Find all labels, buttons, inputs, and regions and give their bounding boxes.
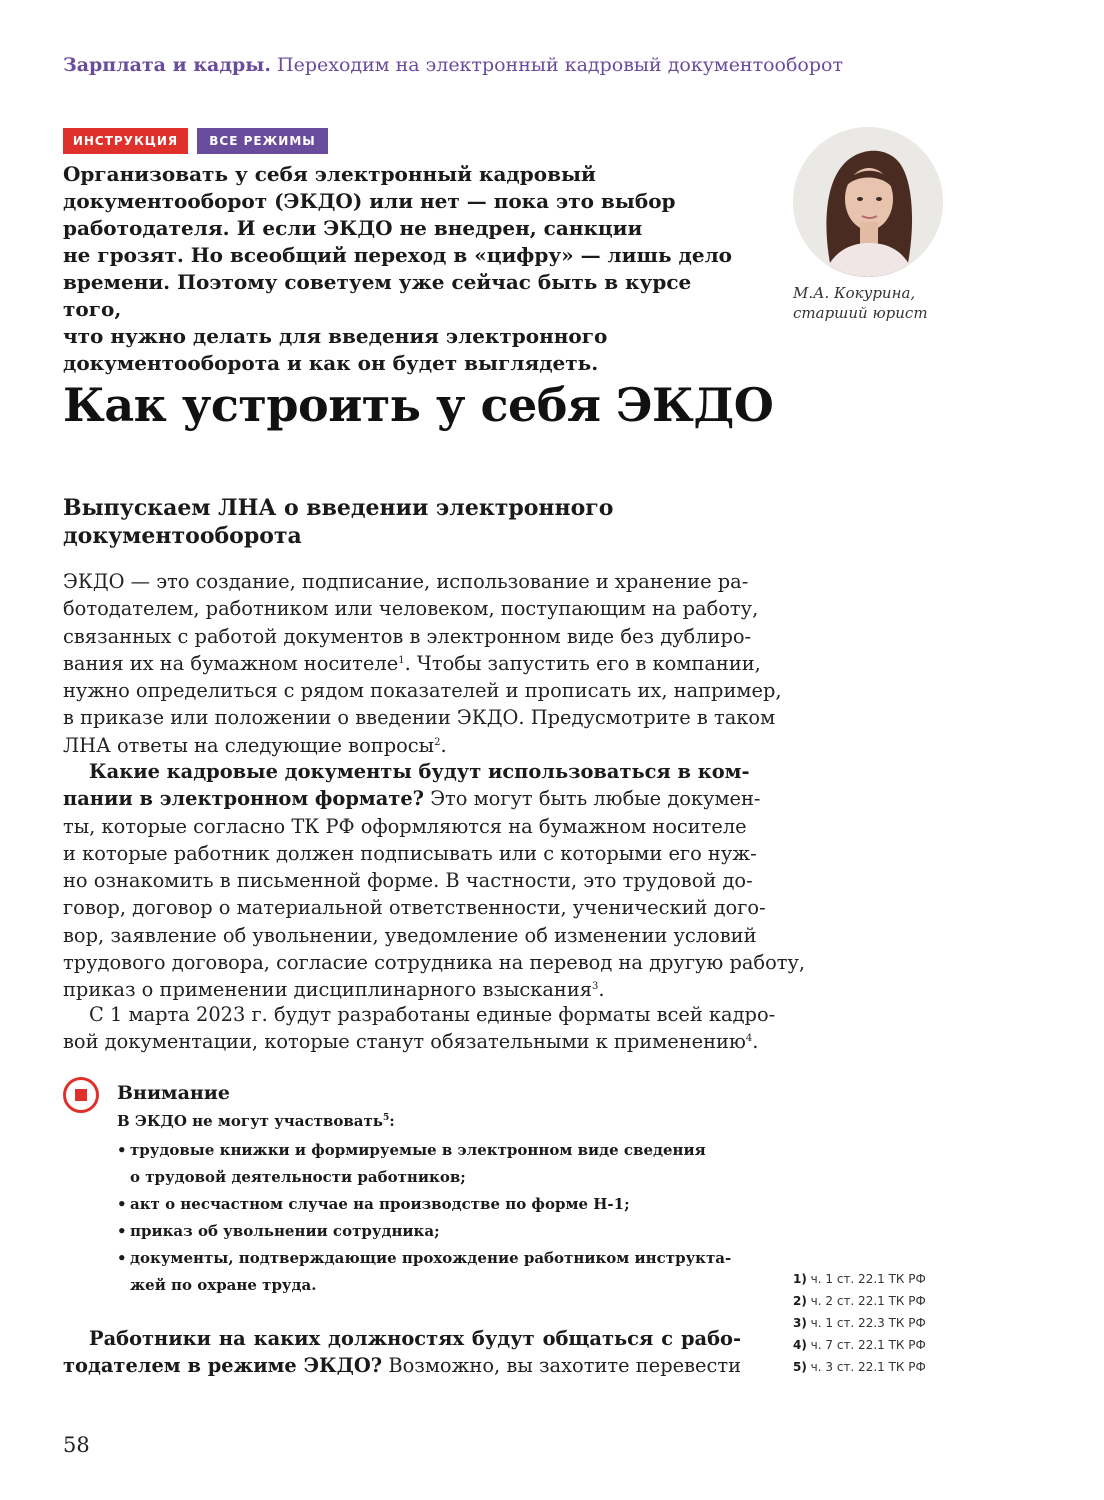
body-paragraph-1: ЭКДО — это создание, подписание, использование и хранение ра- ботодателем, работником или человеком, поступающим на работу, связанных с работой документов в электронном виде без дублиро- вания их на бумажном носителе$^1$. Чтобы запустить его в компании, нужно определиться с рядом показателей и прописать их, например, в приказе или положении о введении ЭКДО. Предусмотрите в таком ЛНА ответы на следующие вопросы$^2$. [63, 570, 782, 757]
tag-instruction: ИНСТРУКЦИЯ [63, 128, 188, 154]
author-name: М.А. Кокурина, [793, 284, 916, 302]
author-caption [793, 283, 928, 323]
footnote-ref: 5 [382, 1113, 390, 1123]
running-header [63, 54, 843, 76]
author-portrait-icon [793, 127, 943, 277]
body-paragraph-4: Работники на каких должностях будут общаться с рабо- тодателем в режиме ЭКДО? Возможно, вы захотите перевести [63, 1327, 741, 1378]
footnote: 3) ч. 1 ст. 22.3 ТК РФ [793, 1316, 926, 1330]
list-item: • приказ об увольнении сотрудника; [117, 1218, 747, 1245]
body-paragraph-2: Какие кадровые документы будут использоваться в ком- пании в электронном формате? Это могут быть любые докумен- ты, которые согласно ТК РФ оформляются на бумажном носителе и которые работник должен подписывать или с которыми его нуж- но ознакомить в письменной форме. В частности, это трудовой до- говор, договор о материальной ответственности, ученический дого- вор, заявление об увольнении, уведомление об изменении условий трудового договора, согласие сотрудника на перевод на другую работу, приказ о применении дисциплинарного взыскания$^3$. [63, 760, 806, 1002]
warning-title: Внимание [117, 1082, 230, 1104]
header-section: Зарплата и кадры. [63, 54, 271, 76]
lead-paragraph: Организовать у себя электронный кадровый документооборот (ЭКДО) или нет — пока это выбор работодателя. И если ЭКДО не внедрен, санкции не грозят. Но всеобщий переход в «цифру» — лишь дело времени. Поэтому советуем уже сейчас быть в курсе того, что нужно делать для введения электронного документооборота и как он будет выглядеть. [63, 162, 733, 375]
footnote: 1) ч. 1 ст. 22.1 ТК РФ [793, 1272, 926, 1286]
page-number: 58 [63, 1433, 90, 1457]
warning-list [117, 1137, 747, 1299]
footnote: 2) ч. 2 ст. 22.1 ТК РФ [793, 1294, 926, 1308]
footnote-ref: 3 [592, 981, 599, 993]
list-item: • акт о несчастном случае на производстве по форме Н-1; [117, 1191, 747, 1218]
tag-all-regimes: ВСЕ РЕЖИМЫ [197, 128, 328, 154]
article-title: Как устроить у себя ЭКДО [63, 378, 774, 432]
header-topic: Переходим на электронный кадровый документооборот [277, 54, 843, 76]
footnote: 4) ч. 7 ст. 22.1 ТК РФ [793, 1338, 926, 1352]
author-photo [793, 127, 943, 277]
list-item: • документы, подтверждающие прохождение работником инструкта- жей по охране труда. [117, 1245, 747, 1299]
warning-icon [63, 1077, 99, 1113]
author-role: старший юрист [793, 304, 928, 322]
footnote: 5) ч. 3 ст. 22.1 ТК РФ [793, 1360, 926, 1374]
section-heading: Выпускаем ЛНА о введении электронного документооборота [63, 495, 614, 549]
warning-intro: В ЭКДО не могут участвовать$^5$: [117, 1112, 395, 1130]
footnote-ref: 4 [745, 1033, 753, 1045]
footnote-ref: 2 [434, 736, 441, 748]
list-item: • трудовые книжки и формируемые в электронном виде сведения о трудовой деятельности работников; [117, 1137, 747, 1191]
footnote-ref: 1 [398, 654, 405, 666]
footnotes [793, 1268, 926, 1378]
body-paragraph-3: С 1 марта 2023 г. будут разработаны единые форматы всей кадро- вой документации, которые станут обязательными к применению$^4$. [63, 1003, 776, 1054]
